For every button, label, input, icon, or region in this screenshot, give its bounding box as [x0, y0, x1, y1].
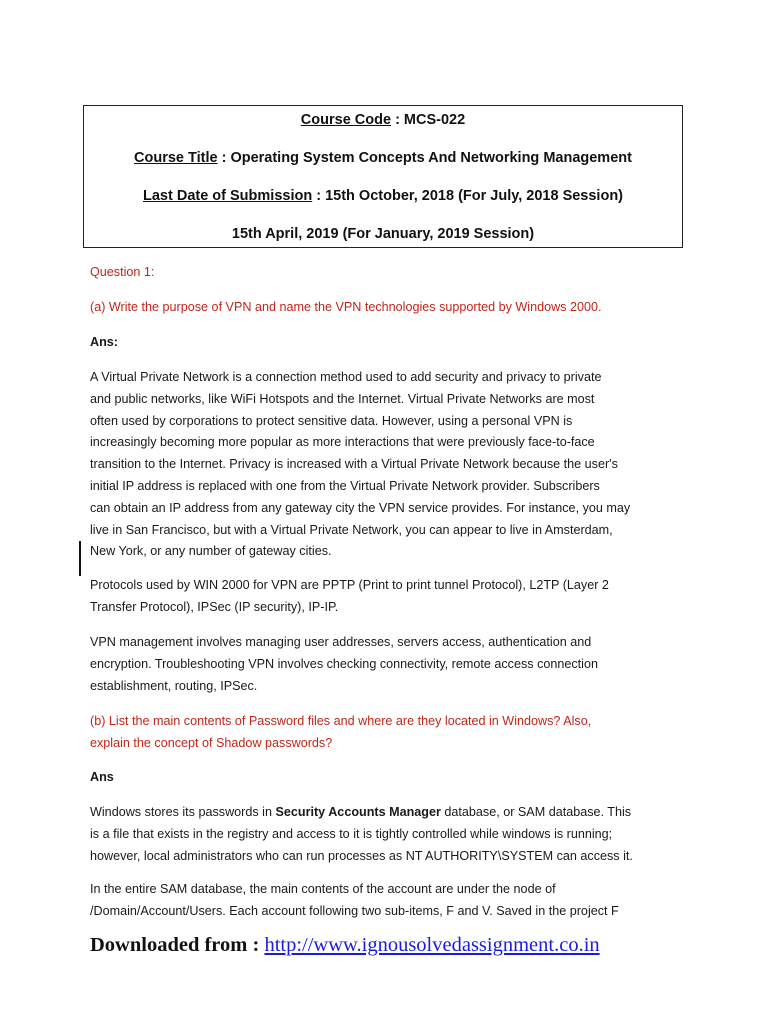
- paragraph-line: In the entire SAM database, the main contents of the account are under the node of: [90, 882, 556, 896]
- course-header-box: [83, 105, 683, 248]
- paragraph-line: can obtain an IP address from any gateway city the VPN service provides. For instance, you may: [90, 500, 631, 515]
- course-code-value: : MCS-022: [395, 112, 466, 128]
- paragraph-line: A Virtual Private Network is a connection method used to add security and privacy to private: [90, 370, 602, 384]
- download-label: Downloaded from :: [90, 934, 265, 956]
- submission-date-line: [84, 188, 682, 204]
- paragraph-line: is a file that exists in the registry and access to it is tightly controlled while windows is running;: [90, 826, 613, 841]
- paragraph-line: and public networks, like WiFi Hotspots and the Internet. Virtual Private Networks are most: [90, 391, 595, 406]
- question-line: (b) List the main contents of Password files and where are they located in Windows? Also,: [90, 714, 592, 728]
- paragraph-line: increasingly becoming more popular as more interactions that were previously face-to-face: [90, 435, 595, 450]
- paragraph-line: /Domain/Account/Users. Each account following two sub-items, F and V. Saved in the project F: [90, 903, 619, 918]
- text-cursor-mark: [79, 541, 81, 576]
- question-line: explain the concept of Shadow passwords?: [90, 735, 333, 750]
- answer-b-label: Ans: [90, 770, 114, 784]
- paragraph-line: New York, or any number of gateway cities.: [90, 544, 332, 559]
- sam-bold-term: Security Accounts Manager: [275, 805, 441, 819]
- answer-b-text-end: database, or SAM database. This: [440, 805, 632, 819]
- download-link[interactable]: http://www.ignousolvedassignment.co.in: [264, 934, 600, 956]
- answer-a-label: Ans:: [90, 335, 118, 349]
- submission-label: Last Date of Submission: [143, 188, 313, 204]
- course-code-line: [84, 112, 682, 128]
- paragraph-line: often used by corporations to protect sensitive data. However, using a personal VPN is: [90, 413, 573, 428]
- answer-a-paragraph-1: [90, 367, 680, 563]
- paragraph-line: initial IP address is replaced with one from the Virtual Private Network provider. Subscribers: [90, 478, 600, 493]
- answer-b-paragraph-2: [90, 879, 680, 923]
- paragraph-line: VPN management involves managing user addresses, servers access, authentication and: [90, 635, 592, 649]
- paragraph-line: establishment, routing, IPSec.: [90, 678, 258, 693]
- submission-value: : 15th October, 2018 (For July, 2018 Session): [316, 188, 623, 204]
- paragraph-line: encryption. Troubleshooting VPN involves checking connectivity, remote access connection: [90, 656, 598, 671]
- paragraph-line: however, local administrators who can run processes as NT AUTHORITY\SYSTEM can access it.: [90, 848, 633, 863]
- answer-a-paragraph-3: [90, 632, 680, 697]
- paragraph-line: live in San Francisco, but with a Virtual Private Network, you can appear to live in Amsterdam,: [90, 522, 613, 537]
- course-code-label: Course Code: [300, 112, 392, 128]
- submission-date-second: 15th April, 2019 (For January, 2019 Session): [231, 226, 535, 242]
- answer-b-paragraph-1: [90, 802, 680, 867]
- paragraph-line: Protocols used by WIN 2000 for VPN are PPTP (Print to print tunnel Protocol), L2TP (Layer 2: [90, 578, 609, 592]
- paragraph-line: [90, 802, 680, 824]
- answer-a-paragraph-2: [90, 575, 680, 619]
- question-b: [90, 711, 680, 755]
- question-a: (a) Write the purpose of VPN and name the VPN technologies supported by Windows 2000.: [90, 300, 602, 314]
- download-footer: [90, 934, 600, 957]
- paragraph-line: transition to the Internet. Privacy is increased with a Virtual Private Network because the user's: [90, 457, 618, 472]
- course-title-value: : Operating System Concepts And Networking Management: [221, 150, 632, 166]
- paragraph-line: Transfer Protocol), IPSec (IP security), IP-IP.: [90, 599, 339, 614]
- question-heading: Question 1:: [90, 265, 155, 279]
- course-title-label: Course Title: [134, 150, 218, 166]
- course-title-line: [84, 150, 682, 166]
- answer-b-text-start: Windows stores its passwords in: [90, 805, 276, 819]
